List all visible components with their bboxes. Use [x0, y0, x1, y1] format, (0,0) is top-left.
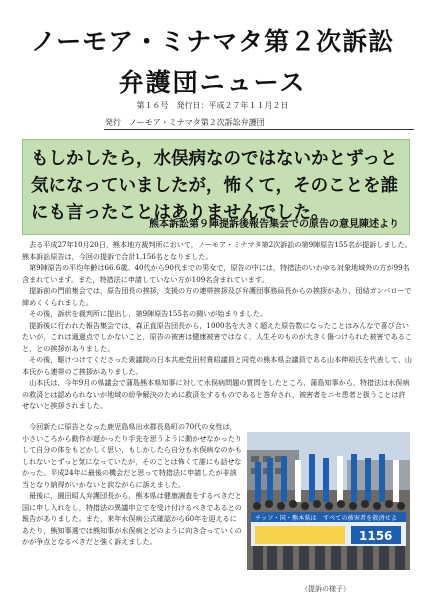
body-paragraph: 山本氏は，今年9月の県議会で蒲島熊本県知事に対して水俣病問題の質問をしたところ，蒲島知事から，特措法は水俣病の救済とは認められないが地域の紛争解決のために救済をするものであると答弁され，被害者をニセ患者と扱うことは許せないと挨拶されました。 — [22, 378, 410, 410]
masthead-title-line2: 弁護団ニュース — [118, 68, 307, 97]
article-body — [22, 239, 412, 412]
body-paragraph: 去る平成27年10月20日，熊本地方裁判所において，ノーモア・ミナマタ第2次訴訟の第9陣原告155名が提訴しました。熊本訴訟原告は，今回の提訴で合計1,156名となりました。 — [22, 240, 412, 261]
photo-caption: （提訴の様子） — [301, 585, 350, 593]
column-paragraph: 最後に，園田昭人弁護団長から，熊本県は健康調査をするべきだと国に申し入れをし，特措法の異議申立てを受け付けるべきであるとの報告がありました。また，来年水俣病公式確認から60年を迎えるにあたり，熊知事選では熊知事が水俣病とどのように向き合っていくのかが争点となるべきだと強く訴えました。 — [22, 491, 242, 546]
body-paragraph: 提訴前の門前集会では，原告団長の挨拶，支援の方の連帯挨拶及び弁護団事務局長からの挨拶があり，団結ガンバローで締めくくられました。 — [22, 286, 412, 307]
body-paragraph: その後，駆けつけてくださった衆議院の日本共産党田村貴昭議員と同党の熊本県会議員である山本伸裕氏を代表して，山本氏から連帯のご挨拶がありました。 — [22, 355, 413, 376]
protest-photo-illustration — [247, 432, 410, 570]
panel-number: 1156 — [359, 529, 393, 543]
issue-info: 第１６号 発行日：平成２７年１１月２日 — [136, 101, 289, 110]
publisher-line: 発行 ノーモア・ミナマタ第２次訴訟弁護団 — [105, 118, 265, 127]
masthead-title-line1: ノーモア・ミナマタ第２次訴訟 — [30, 27, 395, 56]
banner-text: チッソ・国・熊本県は すべての被害者を救済せよ — [255, 515, 398, 522]
headline-quote: もしかしたら，水俣病なのではないかとずっと気になっていましたが，怖くて，そのことを誰にも言ったことはありませんでした。 — [31, 149, 399, 223]
headline-box — [22, 139, 410, 235]
body-paragraph: その後，訴状を裁判所に提出し，第9陣原告155名の闘いが始まりました。 — [29, 309, 268, 318]
headline-subtitle: 熊本訴訟第９陣提訴後報告集会での原告の意見陳述より — [149, 219, 399, 230]
column-paragraph: 今回新たに原告となった鹿児島県出水郡長島町の70代の女性は，小さいころから動作が遅かったり手先を思うように動かせなかったりして自分の体をもどかしく思い，もしかしたら自分も水俣病なのかもしれないとずっと気になっていたが，そのことは怖くて誰にも話せなかった。平成24年に最後の機会だと思って特措法に申請したが非該当となり納得がいかないと涙ながらに訴えました。 — [22, 422, 242, 489]
protest-photo — [247, 432, 410, 570]
publisher-divider — [104, 129, 414, 130]
body-paragraph: 提訴後に行われた報告集会では，森正直原告団長から，1000名を大きく超えた原告数になったことはみんなで喜び合いたいが，これは通過点でしかないこと，原告の被害は健康被害ではなく，人生そのものが大きく傷つけられた被害であること，との挨拶がありました。 — [22, 320, 413, 353]
body-paragraph: 第9陣原告の平均年齢は66.6歳。40代から90代までの男女で，原告の中には，特措法のいわゆる対象地域外の方が99名含まれています。また，特措法に申請していない方が109名含まれています。 — [22, 263, 410, 284]
article-left-column — [22, 421, 243, 548]
